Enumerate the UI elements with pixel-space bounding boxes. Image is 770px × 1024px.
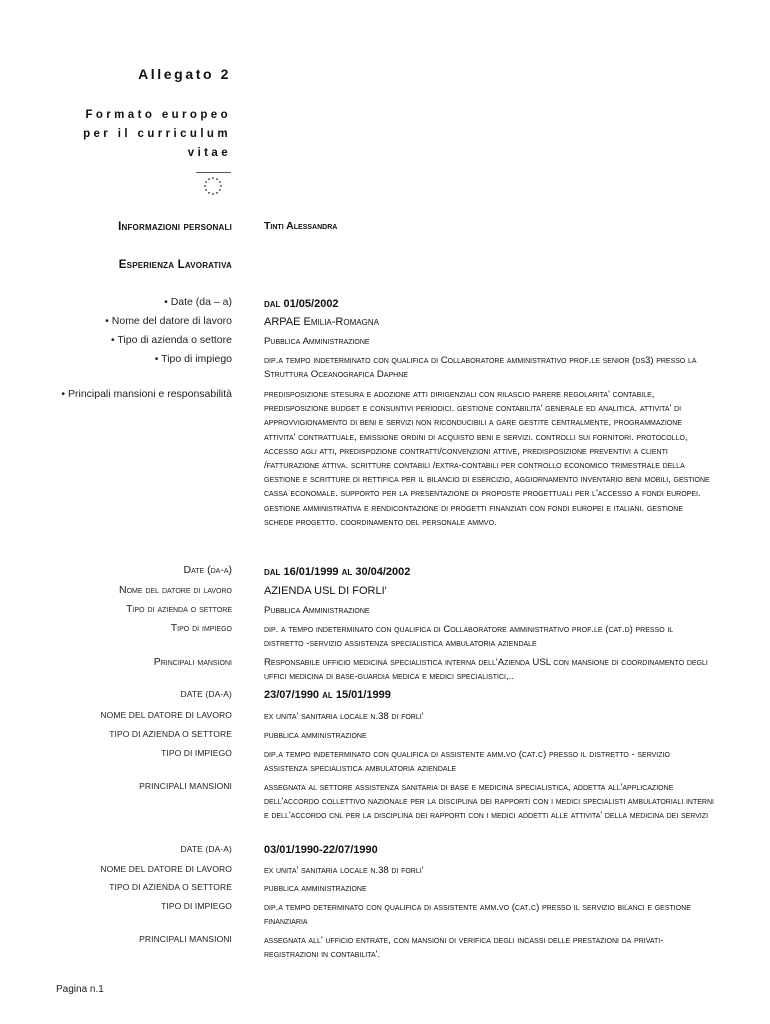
person-name: Tinti Alessandra: [264, 220, 338, 232]
label-date: • Date (da – a): [164, 296, 232, 308]
label-duties: • Principali mansioni e responsabilità: [61, 388, 232, 400]
formato-line-1: Formato europeo: [85, 109, 231, 121]
job-duties: assegnata al settore assistenza sanitaria di base e medicina specialistica, addetta all'applicazione dell'accordo collettivo nazionale per la disciplina dei rapporti con i medici specialisti ambulatoriali interni e dell'accordo cnl per la disciplina dei rapporti con i medici addetti alle attivita' della medicina dei servizi: [264, 782, 714, 822]
job-employer: ARPAE Emilia-Romagna: [264, 316, 379, 328]
personal-info-heading: Informazioni personali: [118, 221, 232, 233]
formato-line-3: vitae: [187, 147, 231, 159]
label-type: Tipo di impiego: [170, 622, 232, 634]
job-duties: assegnata all' ufficio entrate, con mansioni di verifica degli incassi delle prestazioni da privati-registrazioni in contabilita'.: [264, 935, 664, 961]
label-employer: NOME DEL DATORE DI LAVORO: [100, 864, 232, 874]
formato-europeo-title: [0, 106, 231, 163]
job-employer: AZIENDA USL DI FORLI': [264, 585, 387, 597]
formato-line-2: per il curriculum: [83, 128, 231, 140]
job-sector: Pubblica Amministrazione: [264, 336, 370, 347]
eu-stars-icon: [203, 176, 223, 196]
eu-divider: [196, 172, 231, 173]
label-duties: PRINCIPALI MANSIONI: [139, 934, 232, 944]
job-sector: pubblica amministrazione: [264, 730, 367, 741]
job-type: dip. a tempo indeterminato con qualifica di Collaboratore amministrativo prof.le (cat.d) presso il distretto -servizio assistenza specialistica ambulatoria aziendale: [264, 624, 674, 650]
job-date: dal 01/05/2002: [264, 298, 339, 310]
label-date: Date (da-a): [183, 564, 232, 576]
page-number: Pagina n.1: [56, 984, 104, 995]
label-employer: NOME DEL DATORE DI LAVORO: [100, 710, 232, 720]
label-sector: TIPO DI AZIENDA O SETTORE: [109, 882, 232, 892]
label-duties: PRINCIPALI MANSIONI: [139, 781, 232, 791]
job-type: dip.a tempo indeterminato con qualifica di assistente amm.vo (cat.c) presso il distretto - servizio assistenza specialistica ambulatoria aziendale: [264, 749, 670, 775]
label-employer: Nome del datore di lavoro: [119, 584, 232, 596]
label-employer: • Nome del datore di lavoro: [105, 315, 232, 327]
job-duties: predisposizione stesura e adozione atti dirigenziali con rilascio parere regolarita' contabile, predisposizione budget e consuntivi periodici. gestione contabilita' generale ed analitica. attivita' di approvvigionamento di beni e servizi non riconducibili a gare gestite centralmente, programmazione attivita' contrattuale, emissione ordini di acquisto beni e servizi. controlli sui fornitori. protocollo, accesso agli atti, predispozione contratti/convenzioni attive, predisposizione preventivi a clienti /fatturazione attiva. scritture contabili /extra-contabili per controllo economico trimestrale della gestione e scritture di rettifica per il bilancio di esercizio, aggiornamento inventario beni mobili, gestione cassa economale. supporto per la presentazione di proposte progettuali per l'accesso a fondi europei. gestione amministrativa e rendicontazione di progetti finanziati con fondi europei e italiani. gestione schede progetto. coordinamento del personale ammvo.: [264, 389, 710, 528]
label-date: DATE (DA-A): [180, 844, 232, 854]
allegato-title: Allegato 2: [138, 66, 231, 82]
work-experience-heading: Esperienza Lavorativa: [118, 259, 232, 271]
label-type: TIPO DI IMPIEGO: [161, 748, 232, 758]
job-date: dal 16/01/1999 al 30/04/2002: [264, 566, 411, 578]
job-duties: Responsabile ufficio medicina specialistica interna dell'Azienda USL con mansione di coordinamento degli uffici medicina di base-guardia medica e medici specialistici,..: [264, 657, 708, 683]
job-type: dip.a tempo determinato con qualifica di assistente amm.vo (cat.c) presso il servizio bilanci e gestione finanziaria: [264, 902, 691, 928]
label-sector: Tipo di azienda o settore: [126, 603, 232, 615]
job-employer: ex unita' sanitaria locale n.38 di forli': [264, 865, 424, 876]
job-sector: pubblica amministrazione: [264, 883, 367, 894]
label-duties: Principali mansioni: [153, 656, 232, 668]
job-employer: ex unita' sanitaria locale n.38 di forli': [264, 711, 424, 722]
label-sector: TIPO DI AZIENDA O SETTORE: [109, 729, 232, 739]
label-date: DATE (DA-A): [180, 689, 232, 699]
job-date: 23/07/1990 al 15/01/1999: [264, 689, 391, 701]
label-sector: • Tipo di azienda o settore: [110, 334, 232, 346]
job-sector: Pubblica Amministrazione: [264, 605, 370, 616]
job-type: dip.a tempo indeterminato con qualifica di Collaboratore amministrativo prof.le senior (ds3) presso la Struttura Oceanografica Daphne: [264, 355, 697, 381]
label-type: • Tipo di impiego: [154, 353, 232, 365]
job-date: 03/01/1990-22/07/1990: [264, 844, 378, 856]
label-type: TIPO DI IMPIEGO: [161, 901, 232, 911]
